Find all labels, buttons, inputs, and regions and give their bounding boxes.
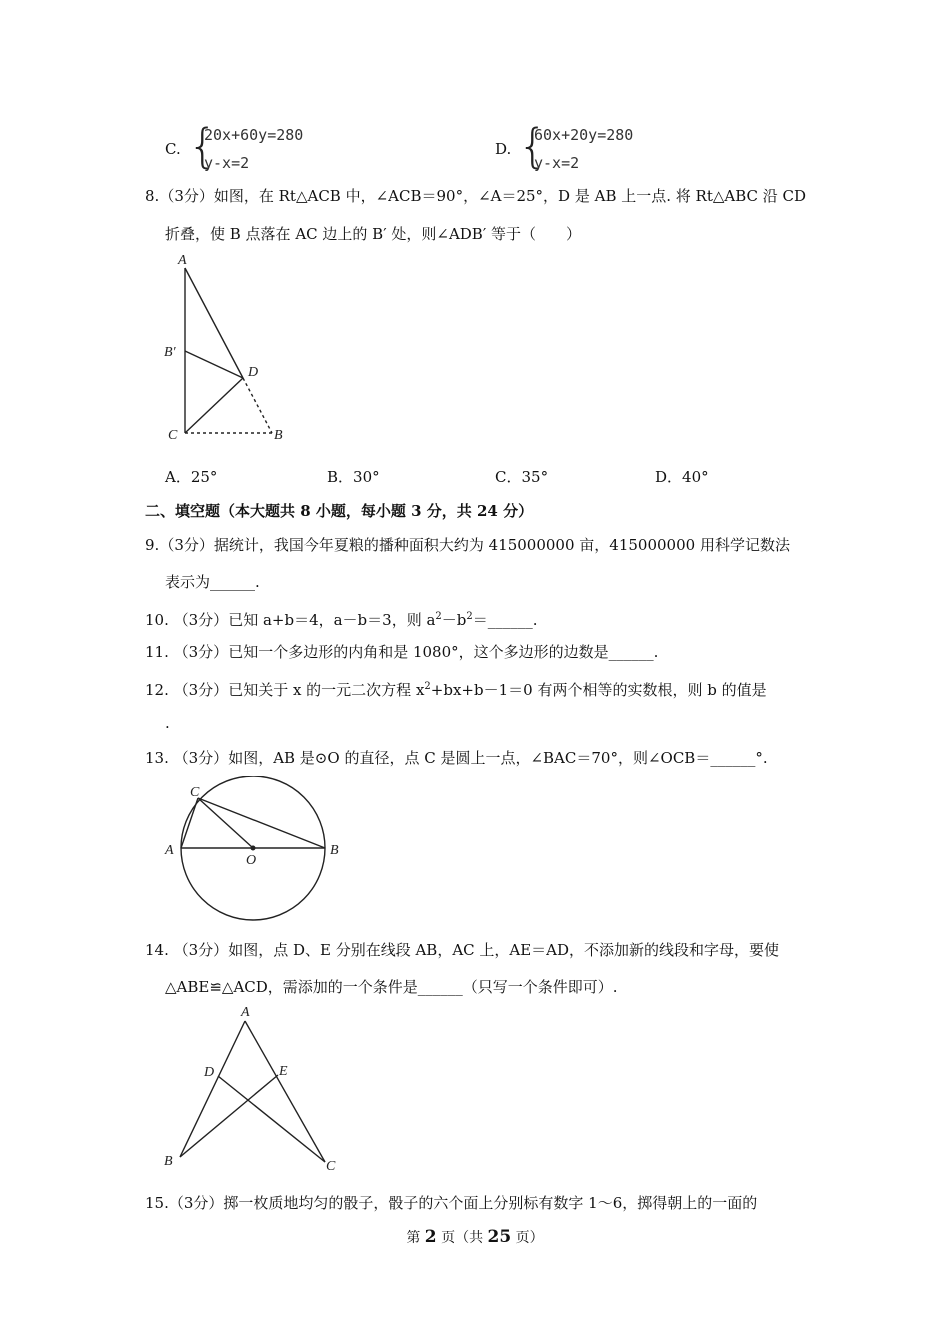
q7-option-d-eq2: y-x=2 — [534, 154, 580, 172]
q7-option-c-brace: { — [188, 119, 218, 173]
q14-line-2: △ABE≌△ACD，需添加的一个条件是______（只写一个条件即可）. — [165, 978, 618, 996]
q13-label-b: B — [330, 843, 339, 858]
q11-line — [145, 642, 658, 662]
q8-option-b-value: 30° — [353, 468, 380, 486]
q12-text-b: +bx+b－1＝0 有两个相等的实数根，则 b 的值是 — [430, 681, 767, 699]
q14-label-a: A — [241, 1005, 250, 1020]
q9-line-1 — [145, 535, 790, 555]
q8-label-d: D — [248, 365, 259, 380]
q8-option-d-value: 40° — [682, 468, 709, 486]
q14-label-e: E — [279, 1064, 288, 1079]
q7-option-c-eq1: 20x+60y=280 — [204, 126, 304, 144]
q13-number: 13. — [145, 749, 169, 767]
q12-line-1 — [145, 677, 767, 700]
q10-sup-2: 2 — [466, 611, 473, 622]
footer-prefix: 第 — [406, 1230, 421, 1246]
q9-text-1: 据统计，我国今年夏粮的播种面积大约为 415000000 亩，415000000 用科学记数法 — [213, 536, 790, 554]
page-footer — [0, 1227, 950, 1247]
q10-text-c: ＝______. — [472, 611, 538, 629]
q8-segment-cd — [185, 378, 243, 433]
footer-total-pages: 25 — [487, 1227, 512, 1247]
q7-option-d-label: D. — [495, 140, 512, 158]
q11-number: 11. — [145, 643, 169, 661]
q13-figure — [160, 776, 350, 926]
q8-number: 8. — [145, 187, 160, 205]
q8-option-b-label: B． — [327, 468, 354, 486]
q8-option-c-label: C． — [495, 468, 522, 486]
q14-score: （3分） — [173, 941, 229, 959]
q8-option-a-label: A． — [165, 468, 191, 486]
q10-score: （3分） — [173, 611, 229, 629]
q14-segment-ac — [245, 1021, 325, 1162]
q7-option-c-label: C. — [165, 140, 181, 158]
q8-line-1 — [145, 186, 806, 206]
q8-dashed-db — [243, 378, 272, 433]
q8-text-1: 如图，在 Rt△ACB 中，∠ACB＝90°，∠A＝25°，D 是 AB 上一点. 将 Rt△ABC 沿 CD — [213, 187, 807, 205]
q13-label-o: O — [246, 853, 257, 868]
q8-label-c: C — [168, 428, 178, 443]
q15-text: 掷一枚质地均匀的骰子，骰子的六个面上分别标有数字 1～6，掷得朝上的一面的 — [223, 1194, 758, 1212]
q13-chord-cb — [198, 798, 325, 848]
q14-number: 14. — [145, 941, 169, 959]
q8-figure — [160, 250, 300, 445]
q13-center-dot — [251, 846, 256, 851]
q10-text-a: 已知 a+b＝4，a－b＝3，则 a — [228, 611, 436, 629]
footer-suffix: 页） — [515, 1230, 544, 1246]
q14-line-1 — [145, 940, 779, 960]
q12-text-a: 已知关于 x 的一元二次方程 x — [228, 681, 425, 699]
q13-label-c: C — [190, 785, 200, 800]
section-2-heading: 二、填空题（本大题共 8 小题，每小题 3 分，共 24 分） — [145, 502, 534, 520]
q10-text-b: －b — [441, 611, 467, 629]
q13-score: （3分） — [173, 749, 229, 767]
q8-line-2: 折叠，使 B 点落在 AC 边上的 B′ 处，则∠ADB′ 等于（ ） — [165, 225, 581, 243]
q7-option-d-brace: { — [518, 119, 548, 173]
q8-option-b — [327, 467, 380, 487]
q8-option-a — [165, 467, 217, 487]
q9-score: （3分） — [159, 536, 214, 554]
q8-label-bprime: B′ — [164, 345, 176, 360]
q15-line — [145, 1193, 757, 1213]
q14-segment-be — [180, 1075, 278, 1157]
q8-segment-bpd — [185, 351, 243, 378]
q14-label-c: C — [326, 1159, 336, 1174]
q14-text-1: 如图，点 D、E 分别在线段 AB，AC 上，AE＝AD，不添加新的线段和字母，要使 — [228, 941, 780, 959]
q13-radius-oc — [198, 798, 253, 848]
q14-label-d: D — [204, 1065, 215, 1080]
q7-option-c-eq2: y-x=2 — [204, 154, 250, 172]
q9-number: 9. — [145, 536, 160, 554]
q12-line-2: . — [165, 714, 170, 732]
q8-option-a-value: 25° — [190, 468, 218, 486]
q12-number: 12. — [145, 681, 169, 699]
q14-segment-dc — [218, 1076, 325, 1162]
q13-label-a: A — [165, 843, 174, 858]
footer-page-number: 2 — [424, 1227, 437, 1247]
q8-label-a: A — [178, 253, 187, 268]
q15-score: （3分） — [168, 1194, 224, 1212]
q13-text: 如图，AB 是⊙O 的直径，点 C 是圆上一点，∠BAC＝70°，则∠OCB＝______°. — [228, 749, 768, 767]
footer-mid: 页（共 — [441, 1230, 484, 1246]
q13-chord-ac — [181, 798, 198, 848]
q8-option-d — [655, 467, 709, 487]
q8-option-c — [495, 467, 548, 487]
q11-score: （3分） — [173, 643, 229, 661]
q12-sup: 2 — [424, 681, 431, 692]
q11-text: 已知一个多边形的内角和是 1080°，这个多边形的边数是______. — [228, 643, 659, 661]
q14-label-b: B — [164, 1154, 173, 1169]
q8-option-c-value: 35° — [521, 468, 549, 486]
q8-segment-ad — [185, 268, 243, 378]
q8-score: （3分） — [159, 187, 214, 205]
q12-score: （3分） — [173, 681, 229, 699]
q10-sup-1: 2 — [435, 611, 442, 622]
q13-line — [145, 748, 768, 768]
q10-number: 10. — [145, 611, 169, 629]
q15-number: 15. — [145, 1194, 169, 1212]
q8-option-d-label: D． — [655, 468, 683, 486]
q14-figure — [158, 1002, 348, 1177]
q9-line-2: 表示为______. — [165, 573, 260, 591]
q7-option-d-eq1: 60x+20y=280 — [534, 126, 634, 144]
q10-line — [145, 607, 538, 630]
q8-label-b: B — [274, 428, 283, 443]
